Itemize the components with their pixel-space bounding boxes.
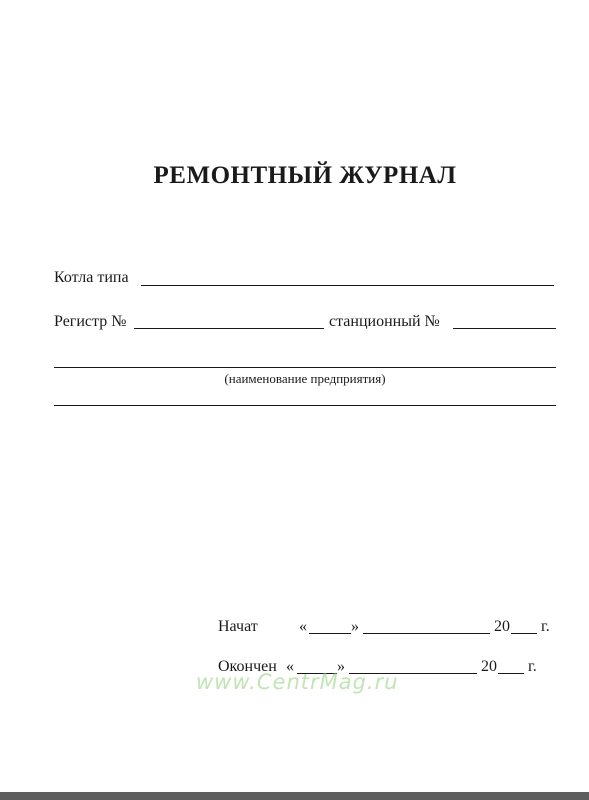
finished-close-quote: » (337, 658, 345, 675)
started-day-blank (309, 633, 351, 634)
finished-year-prefix: 20 (481, 658, 497, 675)
boiler-type-blank (141, 285, 554, 286)
page-title: РЕМОНТНЫЙ ЖУРНАЛ (153, 162, 457, 189)
boiler-type-label: Котла типа (54, 269, 129, 286)
started-open-quote: « (299, 618, 307, 635)
enterprise-caption: (наименование предприятия) (224, 371, 386, 386)
register-label: Регистр № (54, 313, 127, 330)
finished-open-quote: « (286, 658, 294, 675)
finished-year-blank (498, 673, 524, 674)
enterprise-name-blank (54, 367, 556, 368)
bottom-edge-bar (0, 792, 589, 800)
started-year-blank (511, 633, 537, 634)
finished-label: Окончен (218, 658, 277, 675)
enterprise-name-blank-2 (54, 405, 556, 406)
finished-year-suffix: г. (528, 658, 537, 675)
started-close-quote: » (351, 618, 359, 635)
started-label: Начат (218, 618, 258, 635)
station-number-blank (453, 328, 556, 329)
register-blank (134, 328, 324, 329)
started-month-blank (363, 633, 490, 634)
station-number-label: станционный № (329, 313, 440, 330)
started-year-prefix: 20 (494, 618, 510, 635)
watermark: www.CentrMag.ru (196, 670, 399, 694)
started-year-suffix: г. (541, 618, 550, 635)
